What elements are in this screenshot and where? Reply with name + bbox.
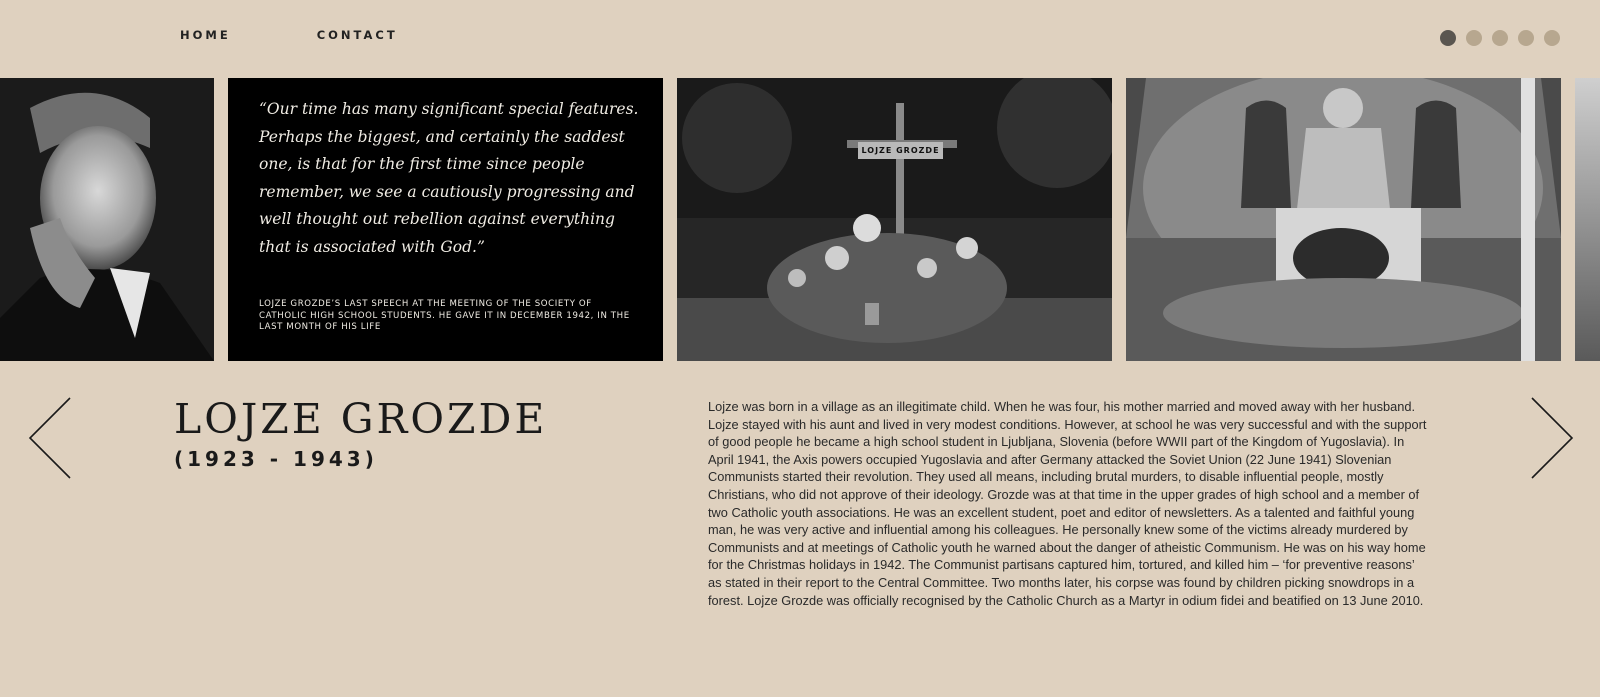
portrait-photo — [0, 78, 214, 361]
prev-slide-button[interactable] — [28, 396, 72, 485]
biography-text: Lojze was born in a village as an illegitimate child. When he was four, his mother married and moved away with her husband. Lojze stayed with his aunt and lived in very modest conditions. However, at school he was very successful and with the support of good people he became a high school student in Ljubljana, Slovenia (before WWII part of the Kingdom of Yugoslavia). In April 1941, the Axis powers occupied Yugoslavia and after Germany attacked the Soviet Union (22 June 1941) Slovenian Communists started their revolution. They used all means, including brutal murders, to disable influential people, mostly Christians, who did not approve of their ideology. Grozde was at that time in the upper grades of high school and a member of two Catholic youth associations. He was an excellent student, poet and editor of newsletters. As a talented and faithful young man, he was very active and influential among his colleagues. He personally knew some of the victims already murdered by Communists and at meetings of Catholic youth he warned about the danger of atheistic Communism. He was on his way home for the Christmas holidays in 1942. The Communist partisans captured him, tortured, and killed him – ‘for preventive reasons’ as stated in their report to the Central Committee. Two months later, his corpse was found by children picking snowdrops in a forest. Lojze Grozde was officially recognised by the Catholic Church as a Martyr in odium fidei and beatified on 13 June 2010. — [708, 399, 1427, 608]
pagination-dot-2[interactable] — [1466, 30, 1482, 46]
pagination-dot-4[interactable] — [1518, 30, 1534, 46]
image-carousel[interactable] — [0, 78, 1600, 361]
person-title-block — [174, 395, 547, 471]
quote-text: “Our time has many significant special features. Perhaps the biggest, and certainly the saddest one, is that for the first time since people remember, we see a cautiously progressing and well thought out rebellion against everything that is associated with God.” — [259, 100, 639, 256]
person-years: (1923 - 1943) — [174, 447, 378, 471]
grave-photo — [677, 78, 1112, 361]
mosaic-chapel-photo — [1126, 78, 1561, 361]
main-nav — [180, 28, 398, 42]
person-name: LOJZE GROZDE — [174, 395, 548, 443]
pagination-dot-3[interactable] — [1492, 30, 1508, 46]
quote-panel — [228, 78, 663, 361]
nav-contact-link[interactable]: CONTACT — [316, 28, 398, 42]
nav-home-link[interactable]: HOME — [180, 28, 231, 42]
mosaic-illustration — [1126, 78, 1561, 361]
next-photo-edge — [1575, 78, 1600, 361]
portrait-illustration — [0, 78, 214, 361]
grave-illustration — [677, 78, 1112, 361]
next-slide-button[interactable] — [1530, 396, 1574, 485]
pagination-dot-1[interactable] — [1440, 30, 1456, 46]
chevron-left-icon — [28, 396, 72, 480]
quote-caption: LOJZE GROZDE’S LAST SPEECH AT THE MEETING OF THE SOCIETY OF CATHOLIC HIGH SCHOOL STUDENTS. HE GAVE IT IN DECEMBER 1942, IN THE LAST MONTH OF HIS LIFE — [259, 299, 630, 332]
grave-sign: LOJZE GROZDE — [858, 142, 943, 159]
chevron-right-icon — [1530, 396, 1574, 480]
pagination-dot-5[interactable] — [1544, 30, 1560, 46]
slide-pagination — [1440, 30, 1560, 46]
